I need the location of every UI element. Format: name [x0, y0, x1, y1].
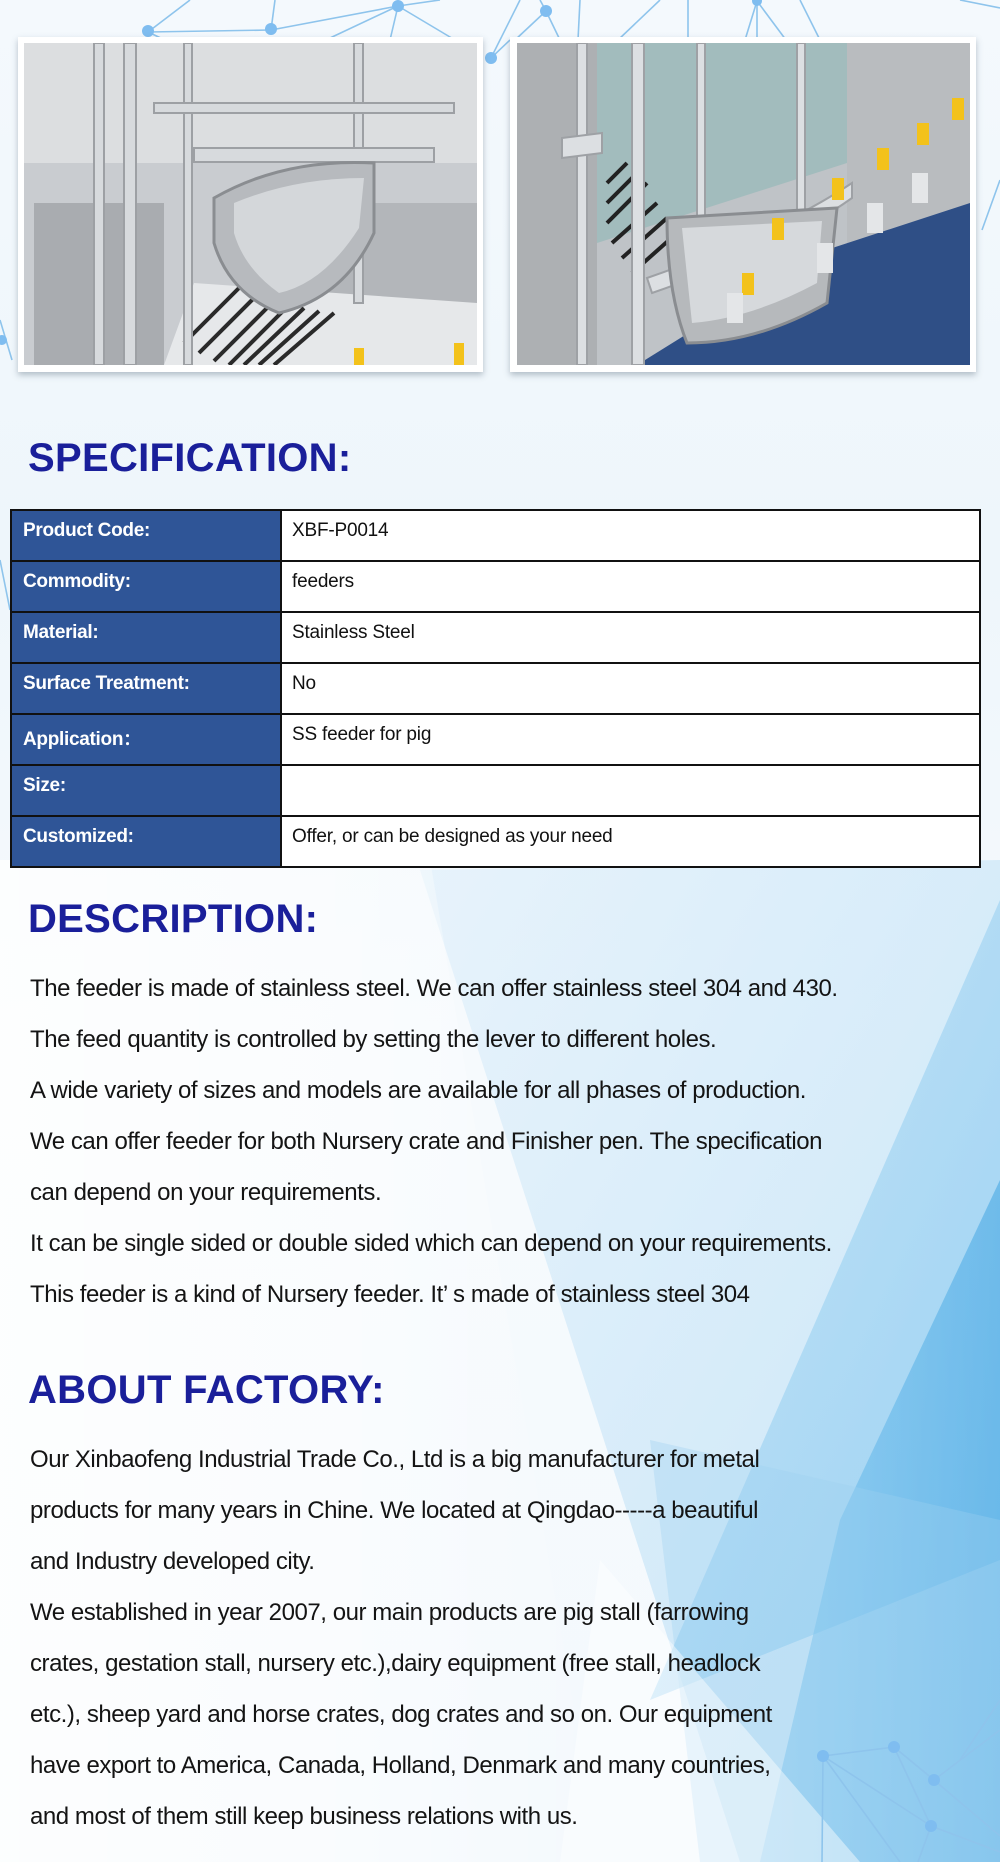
table-row	[11, 561, 980, 612]
specification-table	[10, 509, 981, 868]
about-factory-heading: ABOUT FACTORY:	[28, 1368, 385, 1412]
about-line: products for many years in Chine. We located at Qingdao-----a beautiful	[30, 1497, 758, 1524]
about-line: We established in year 2007, our main products are pig stall (farrowing	[30, 1599, 749, 1626]
description-line: The feed quantity is controlled by setting the lever to different holes.	[30, 1026, 717, 1053]
spec-label-size: Size:	[11, 765, 281, 816]
about-factory-text	[30, 1434, 772, 1842]
spec-label-application: Application：	[11, 714, 281, 765]
spec-value-product-code: XBF-P0014	[281, 510, 980, 561]
table-row	[11, 663, 980, 714]
spec-value-customized: Offer, or can be designed as your need	[281, 816, 980, 867]
spec-label-material: Material:	[11, 612, 281, 663]
spec-label-product-code: Product Code:	[11, 510, 281, 561]
description-line: A wide variety of sizes and models are available for all phases of production.	[30, 1077, 807, 1104]
about-line: Our Xinbaofeng Industrial Trade Co., Ltd is a big manufacturer for metal	[30, 1446, 760, 1473]
spec-label-surface-treatment: Surface Treatment:	[11, 663, 281, 714]
table-row	[11, 510, 980, 561]
description-line: We can offer feeder for both Nursery crate and Finisher pen. The specification	[30, 1128, 823, 1155]
about-line: and most of them still keep business relations with us.	[30, 1803, 578, 1830]
about-line: etc.), sheep yard and horse crates, dog crates and so on. Our equipment	[30, 1701, 772, 1728]
feeder-photo-2-illustration	[517, 43, 970, 365]
description-line: can depend on your requirements.	[30, 1179, 382, 1206]
spec-value-size	[281, 765, 980, 816]
description-line: It can be single sided or double sided which can depend on your requirements.	[30, 1230, 832, 1257]
spec-value-surface-treatment: No	[281, 663, 980, 714]
specification-heading: SPECIFICATION:	[28, 436, 352, 480]
spec-label-commodity: Commodity:	[11, 561, 281, 612]
spec-label-customized: Customized:	[11, 816, 281, 867]
feeder-photo-1-illustration	[24, 43, 477, 365]
table-row	[11, 612, 980, 663]
table-row	[11, 714, 980, 765]
about-line: have export to America, Canada, Holland, Denmark and many countries,	[30, 1752, 771, 1779]
spec-value-material: Stainless Steel	[281, 612, 980, 663]
spec-value-commodity: feeders	[281, 561, 980, 612]
description-line: This feeder is a kind of Nursery feeder. It’ s made of stainless steel 304	[30, 1281, 750, 1308]
product-photo-1	[24, 43, 477, 365]
description-heading: DESCRIPTION:	[28, 897, 319, 941]
description-text	[30, 963, 838, 1320]
table-row	[11, 765, 980, 816]
description-line: The feeder is made of stainless steel. We can offer stainless steel 304 and 430.	[30, 975, 838, 1002]
table-row	[11, 816, 980, 867]
about-line: crates, gestation stall, nursery etc.),dairy equipment (free stall, headlock	[30, 1650, 761, 1677]
about-line: and Industry developed city.	[30, 1548, 315, 1575]
spec-value-application: SS feeder for pig	[281, 714, 980, 765]
product-photo-2	[517, 43, 970, 365]
